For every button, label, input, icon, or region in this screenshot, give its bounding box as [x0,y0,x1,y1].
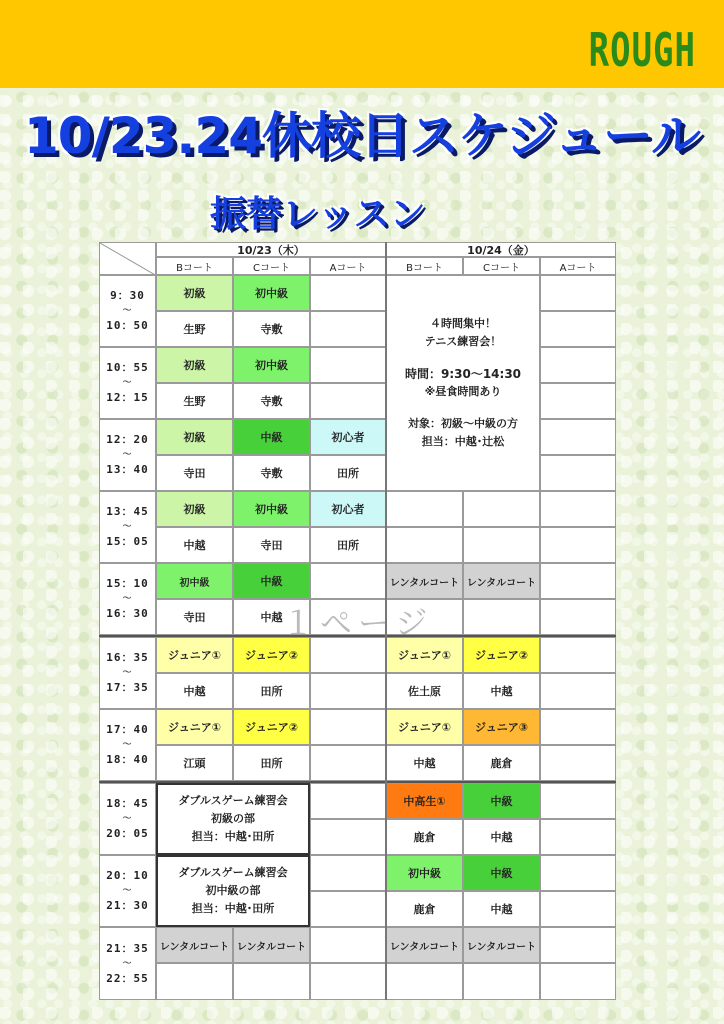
empty-cell [310,673,386,709]
time-slot: 10：55 ～ 12：15 [99,347,156,419]
event-title: ダブルスゲーム練習会 [178,794,288,807]
lesson-coach: 寺敷 [233,311,310,347]
empty-cell [540,491,616,527]
lesson-coach: 鹿倉 [463,745,540,781]
lesson-class: ジュニア② [463,637,540,673]
court-header: Bコート [156,257,233,275]
empty-cell [540,347,616,383]
event-note: ※昼食時間あり [424,385,502,398]
lesson-class: ジュニア① [156,637,233,673]
lesson-class: 初中級 [233,491,310,527]
court-header: Aコート [540,257,616,275]
lesson-class: 初級 [156,419,233,455]
lesson-class: 中高生① [386,783,463,819]
lesson-coach: 寺敷 [233,455,310,491]
lesson-class: 初級 [156,275,233,311]
empty-cell [463,527,540,563]
empty-cell [310,819,386,855]
lesson-coach: 中越 [463,891,540,927]
empty-cell [463,599,540,635]
empty-cell [310,709,386,745]
empty-cell [540,927,616,963]
empty-cell [310,783,386,819]
empty-cell [386,527,463,563]
intensive-practice-event [386,275,540,491]
empty-cell [540,275,616,311]
date-header-23: 10/23（木） [156,242,386,257]
event-line: テニス練習会！ [424,335,502,348]
corner-cell [99,242,156,275]
lesson-coach: 寺田 [156,455,233,491]
rental-court: レンタルコート [233,927,310,963]
empty-cell [540,383,616,419]
event-staff: 担当：中越･田所 [191,830,275,843]
empty-cell [310,891,386,927]
rental-court: レンタルコート [463,563,540,599]
court-header: Bコート [386,257,463,275]
lesson-coach: 中越 [386,745,463,781]
lesson-coach: 中越 [463,819,540,855]
lesson-coach: 寺田 [156,599,233,635]
empty-cell [463,491,540,527]
lesson-class: ジュニア③ [463,709,540,745]
lesson-coach: 鹿倉 [386,819,463,855]
page-title: 10/23.24休校日スケジュール [24,107,700,165]
empty-cell [540,709,616,745]
event-level: 初中級の部 [205,884,261,897]
empty-cell [310,563,386,599]
empty-cell [540,819,616,855]
event-level: 初級の部 [211,812,255,825]
lesson-class: 初中級 [156,563,233,599]
court-header: Cコート [233,257,310,275]
empty-cell [310,963,386,1000]
time-slot: 9：30 ～ 10：50 [99,275,156,347]
page-subtitle: 振替レッスン [210,194,426,235]
lesson-coach: 中越 [156,527,233,563]
doubles-event [156,783,310,855]
time-slot: 16：35 ～ 17：35 [99,637,156,709]
rough-logo: ROUGH [588,24,696,78]
lesson-coach: 生野 [156,383,233,419]
empty-cell [540,637,616,673]
rental-court: レンタルコート [386,563,463,599]
time-slot: 12：20 ～ 13：40 [99,419,156,491]
lesson-coach: 寺田 [233,527,310,563]
lesson-class: 中級 [233,419,310,455]
empty-cell [540,311,616,347]
rental-court: レンタルコート [156,927,233,963]
empty-cell [310,855,386,891]
lesson-class: 初中級 [233,275,310,311]
lesson-class: 初級 [156,491,233,527]
lesson-coach: 田所 [233,745,310,781]
time-slot: 20：10 ～ 21：30 [99,855,156,927]
event-line: ４時間集中！ [430,317,496,330]
corner-diagonal [100,243,156,275]
top-banner [0,0,724,88]
empty-cell [310,275,386,311]
doubles-event [156,855,310,927]
event-target: 対象：初級～中級の方 [408,417,518,430]
court-header: Aコート [310,257,386,275]
lesson-coach: 田所 [310,527,386,563]
empty-cell [310,347,386,383]
lesson-class: 初級 [156,347,233,383]
empty-cell [540,419,616,455]
lesson-class: 初心者 [310,491,386,527]
lesson-class: 初中級 [386,855,463,891]
lesson-coach: 田所 [233,673,310,709]
lesson-class: 初中級 [233,347,310,383]
rental-court: レンタルコート [463,927,540,963]
lesson-coach: 江頭 [156,745,233,781]
lesson-class: 初心者 [310,419,386,455]
date-header-24: 10/24（金） [386,242,616,257]
page-watermark: １ページ [282,604,434,642]
lesson-class: ジュニア② [233,637,310,673]
empty-cell [310,745,386,781]
empty-cell [540,891,616,927]
empty-cell [540,599,616,635]
lesson-coach: 鹿倉 [386,891,463,927]
empty-cell [540,963,616,1000]
lesson-class: 中級 [463,855,540,891]
lesson-coach: 田所 [310,455,386,491]
lesson-class: 中級 [463,783,540,819]
lesson-class: ジュニア① [386,637,463,673]
time-slot: 13：45 ～ 15：05 [99,491,156,563]
empty-cell [540,855,616,891]
lesson-coach: 中越 [156,673,233,709]
time-slot: 18：45 ～ 20：05 [99,783,156,855]
section-divider [99,781,616,783]
event-title: ダブルスゲーム練習会 [178,866,288,879]
empty-cell [233,963,310,1000]
time-slot: 15：10 ～ 16：30 [99,563,156,635]
event-staff: 担当：中越･田所 [191,902,275,915]
time-slot: 17：40 ～ 18：40 [99,709,156,781]
lesson-coach: 寺敷 [233,383,310,419]
empty-cell [310,383,386,419]
empty-cell [310,311,386,347]
lesson-coach: 中越 [463,673,540,709]
empty-cell [310,927,386,963]
empty-cell [540,527,616,563]
lesson-class: 中級 [233,563,310,599]
event-staff: 担当：中越･辻松 [421,435,505,448]
lesson-coach: 生野 [156,311,233,347]
empty-cell [386,491,463,527]
lesson-class: ジュニア① [156,709,233,745]
empty-cell [540,673,616,709]
lesson-coach: 中越 [233,599,310,635]
lesson-class: ジュニア① [386,709,463,745]
time-slot: 21：35 ～ 22：55 [99,927,156,1000]
empty-cell [540,563,616,599]
event-time: 時間：9:30～14:30 [404,367,522,381]
lesson-coach: 佐土原 [386,673,463,709]
empty-cell [156,963,233,1000]
empty-cell [386,963,463,1000]
rental-court: レンタルコート [386,927,463,963]
empty-cell [540,783,616,819]
empty-cell [540,745,616,781]
empty-cell [540,455,616,491]
empty-cell [463,963,540,1000]
lesson-class: ジュニア② [233,709,310,745]
court-header: Cコート [463,257,540,275]
